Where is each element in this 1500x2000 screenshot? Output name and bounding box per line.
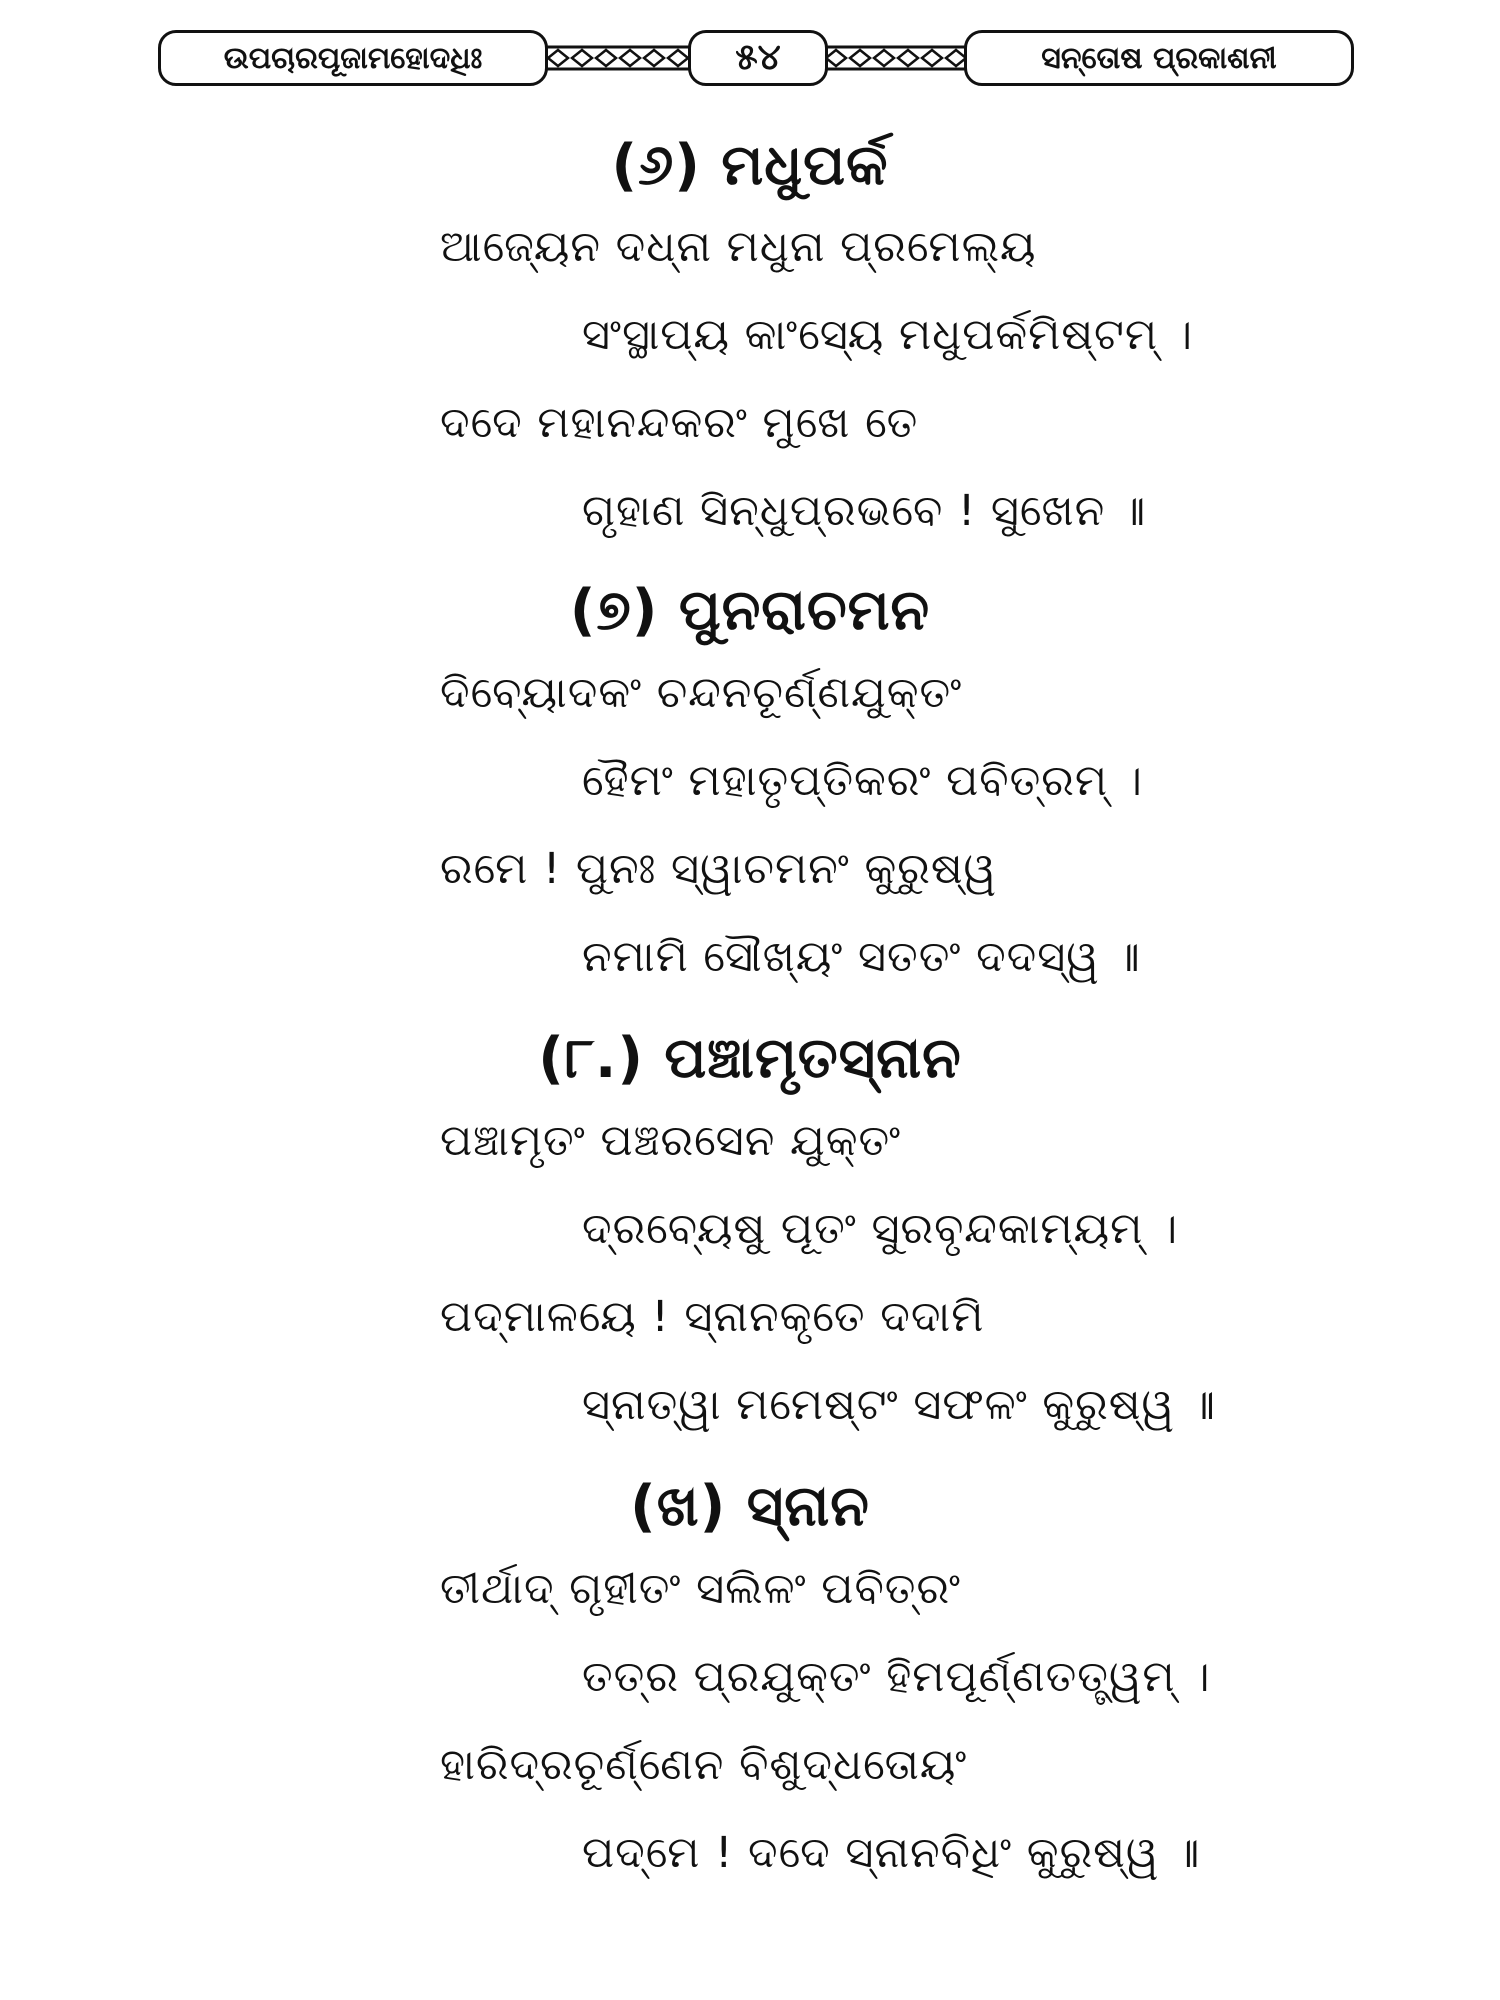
verse-line: ସ୍ନାତ୍ୱା ମମେଷ୍ଟଂ ସଫଳଂ କୁରୁଷ୍ୱ ॥ [582,1380,1217,1430]
section-title: (୭) ପୁନରାଚମନ [569,578,931,643]
book-title: ଉପଚାରପୂଜାମହୋଦଧିଃ [223,40,483,76]
page-number: ୫୪ [735,37,781,78]
verse-line: ପଞ୍ଚାମୃତଂ ପଞ୍ଚରସେନ ଯୁକ୍ତଂ [440,1116,902,1166]
verse-line: ସଂସ୍ଥାପ୍ୟ କାଂସ୍ୟେ ମଧୁପର୍କମିଷ୍ଟମ୍ । [582,310,1194,360]
section-title: (୮.) ପଞ୍ଚାମୃତସ୍ନାନ [538,1026,962,1091]
verse-line: ତୀର୍ଥାଦ୍ ଗୃହୀତଂ ସଲିଳଂ ପବିତ୍ରଂ [440,1564,962,1614]
publisher-name: ସନ୍ତୋଷ ପ୍ରକାଶନୀ [1041,40,1277,76]
section-title: (ଖ) ସ୍ନାନ [630,1474,870,1539]
verse-line: ଗୃହାଣ ସିନ୍ଧୁପ୍ରଭବେ ! ସୁଖେନ ॥ [582,486,1147,536]
verse-line: ହୈମଂ ମହାତୃପ୍ତିକରଂ ପବିତ୍ରମ୍ । [582,756,1144,806]
verse-line: ଦଦେ ମହାନନ୍ଦକରଂ ମୁଖେ ତେ [440,398,919,448]
verse-line: ରମେ ! ପୁନଃ ସ୍ୱାଚମନଂ କୁରୁଷ୍ୱ [440,844,998,894]
verse-line: ପଦ୍ମାଳୟେ ! ସ୍ନାନକୃତେ ଦଦାମି [440,1292,985,1342]
verse-line: ଆଜ୍ୟେନ ଦଧ୍ନା ମଧୁନା ପ୍ରମେଲ୍ୟ [440,222,1037,272]
verse-line: ପଦ୍ମେ ! ଦଦେ ସ୍ନାନବିଧିଂ କୁରୁଷ୍ୱ ॥ [582,1828,1201,1878]
verse-line: ହାରିଦ୍ରଚୂର୍ଣ୍ଣେନ ବିଶୁଦ୍ଧତୋୟଂ [440,1740,968,1790]
verse-line: ତତ୍ର ପ୍ରଯୁକ୍ତଂ ହିମପୂର୍ଣ୍ଣତତ୍ତ୍ୱମ୍ । [582,1652,1211,1702]
verse-line: ନମାମି ସୌଖ୍ୟଂ ସତତଂ ଦଦସ୍ୱ ॥ [582,932,1141,982]
verse-line: ଦିବ୍ୟୋଦକଂ ଚନ୍ଦନଚୂର୍ଣ୍ଣଯୁକ୍ତଂ [440,668,963,718]
section-title: (୬) ମଧୁପର୍କ [611,133,889,198]
verse-line: ଦ୍ରବ୍ୟେଷୁ ପୂତଂ ସୁରବୃନ୍ଦକାମ୍ୟମ୍ । [582,1204,1179,1254]
